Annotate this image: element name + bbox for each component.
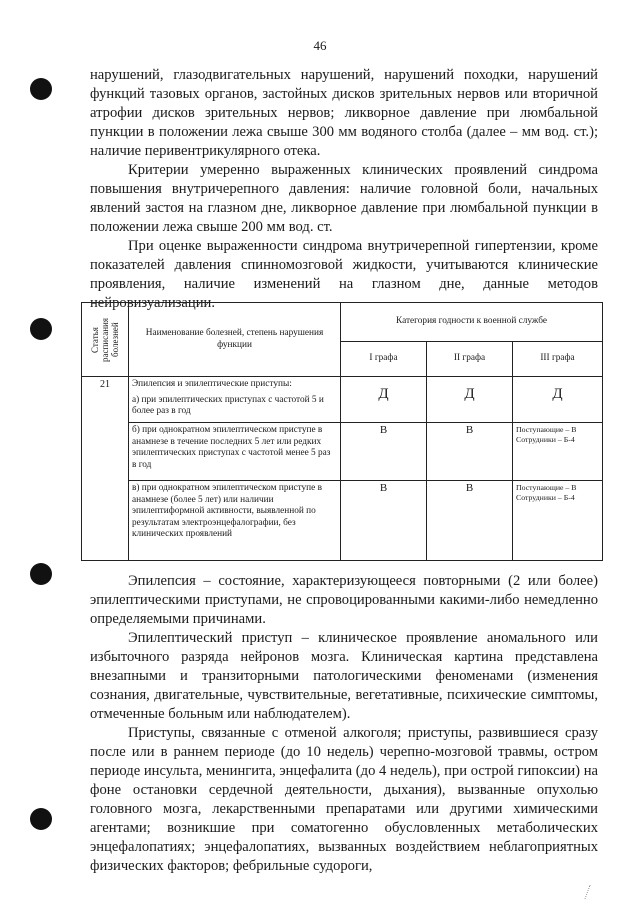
table-row <box>82 481 603 561</box>
paragraph-seizure-definition: Эпилептический приступ – клиническое проявление аномального или избыточного разряда нейронов мозга. Клиническая картина представлена внезапными и транзиторными патологическими феноменами (изменения сознания, двигательные, чувствительные, вегетативные, психические симптомы, отмеченные больным или наблюдателем). <box>90 630 598 722</box>
paragraph-assessment: При оценке выраженности синдрома внутричерепной гипертензии, кроме показателей давления спинномозговой жидкости, учитываются клинические проявления, наличие изменений на глазном дне, данные методов нейровизуализации. <box>90 238 598 311</box>
top-text-block <box>90 66 598 313</box>
scan-mark <box>574 885 590 899</box>
paragraph-moderate-criteria: Критерии умеренно выраженных клинических проявлений синдрома повышения внутричерепного давления: наличие головной боли, начальных явлений застоя на глазном дне, ликворное давление при люмбальной пункции в положении лежа свыше 200 мм вод. ст. <box>90 162 598 235</box>
row-b-grade-1: В <box>341 423 427 481</box>
header-col-1: I графа <box>341 342 427 377</box>
row-a-grade-1: Д <box>341 377 427 423</box>
paragraph-continuation: нарушений, глазодвигательных нарушений, нарушений походки, нарушений функций тазовых органов, застойных дисков зрительных нервов или вторичной атрофии дисков зрительных нервов; ликворное давление при люмбальной пункции в положении лежа свыше 300 мм водяного столба (далее – мм вод. ст.); наличие перивентрикулярного отека. <box>90 67 598 159</box>
row-a-grade-3: Д <box>513 377 603 423</box>
row-b-grade-3 <box>513 423 603 481</box>
fitness-category-table <box>81 302 603 561</box>
row-c-grade-3-employees: Сотрудники – Б-4 <box>516 493 575 502</box>
row-b-text: б) при однократном эпилептическом приступе в анамнезе в течение последних 5 лет или редких эпилептических приступах с частотой менее 5 раз в год <box>129 423 341 481</box>
table-row <box>82 423 603 481</box>
paragraph-provoked-seizures: Приступы, связанные с отменой алкоголя; приступы, развившиеся сразу после или в раннем периоде (до 10 недель) черепно-мозговой травмы, остром периоде инсульта, менингита, энцефалита (до 4 недель), при острой гипоксии) на фоне остановки сердечной деятельности, дыхания), вызванные опухолью головного мозга, лекарственными препаратами или другими химическими агентами; возникшие при соматогенно обусловленных метаболических энцефалопатиях; энцефалопатиях, вызванных воздействием неблагоприятных физических факторов; фебрильные судороги, <box>90 725 598 874</box>
article-number: 21 <box>82 377 129 561</box>
row-a-title: Эпилепсия и эпилептические приступы: <box>132 379 292 389</box>
binder-hole-bottom <box>30 808 52 830</box>
row-a-description <box>129 377 341 423</box>
binder-hole-top <box>30 78 52 100</box>
header-article: Статья расписания болезней <box>82 303 129 377</box>
binder-hole-lower-middle <box>30 563 52 585</box>
row-c-grade-1: В <box>341 481 427 561</box>
page-number: 46 <box>313 38 327 53</box>
binder-hole-upper-middle <box>30 318 52 340</box>
row-c-text: в) при однократном эпилептическом приступе в анамнезе (более 5 лет) или наличии эпилептиформной активности, выявленной по результатам электроэнцефалографии, без клинических проявлений <box>129 481 341 561</box>
row-c-grade-3-applicants: Поступающие – В <box>516 483 577 492</box>
row-b-grade-3-employees: Сотрудники – Б-4 <box>516 435 575 444</box>
header-disease: Наименование болезней, степень нарушения функции <box>129 303 341 377</box>
row-a-grade-2: Д <box>427 377 513 423</box>
row-b-grade-2: В <box>427 423 513 481</box>
header-col-3: III графа <box>513 342 603 377</box>
header-category: Категория годности к военной службе <box>341 303 603 342</box>
row-c-grade-3 <box>513 481 603 561</box>
table-row <box>82 377 603 423</box>
row-c-grade-2: В <box>427 481 513 561</box>
table-header-row <box>82 303 603 342</box>
paragraph-epilepsy-definition: Эпилепсия – состояние, характеризующееся повторными (2 или более) эпилептическими приступами, не спровоцированными какими-либо немедленно определяемыми причинами. <box>90 573 598 627</box>
row-a-text: а) при эпилептических приступах с частотой 5 и более раз в год <box>132 394 324 416</box>
bottom-text-block <box>90 572 598 876</box>
header-col-2: II графа <box>427 342 513 377</box>
row-b-grade-3-applicants: Поступающие – В <box>516 425 577 434</box>
